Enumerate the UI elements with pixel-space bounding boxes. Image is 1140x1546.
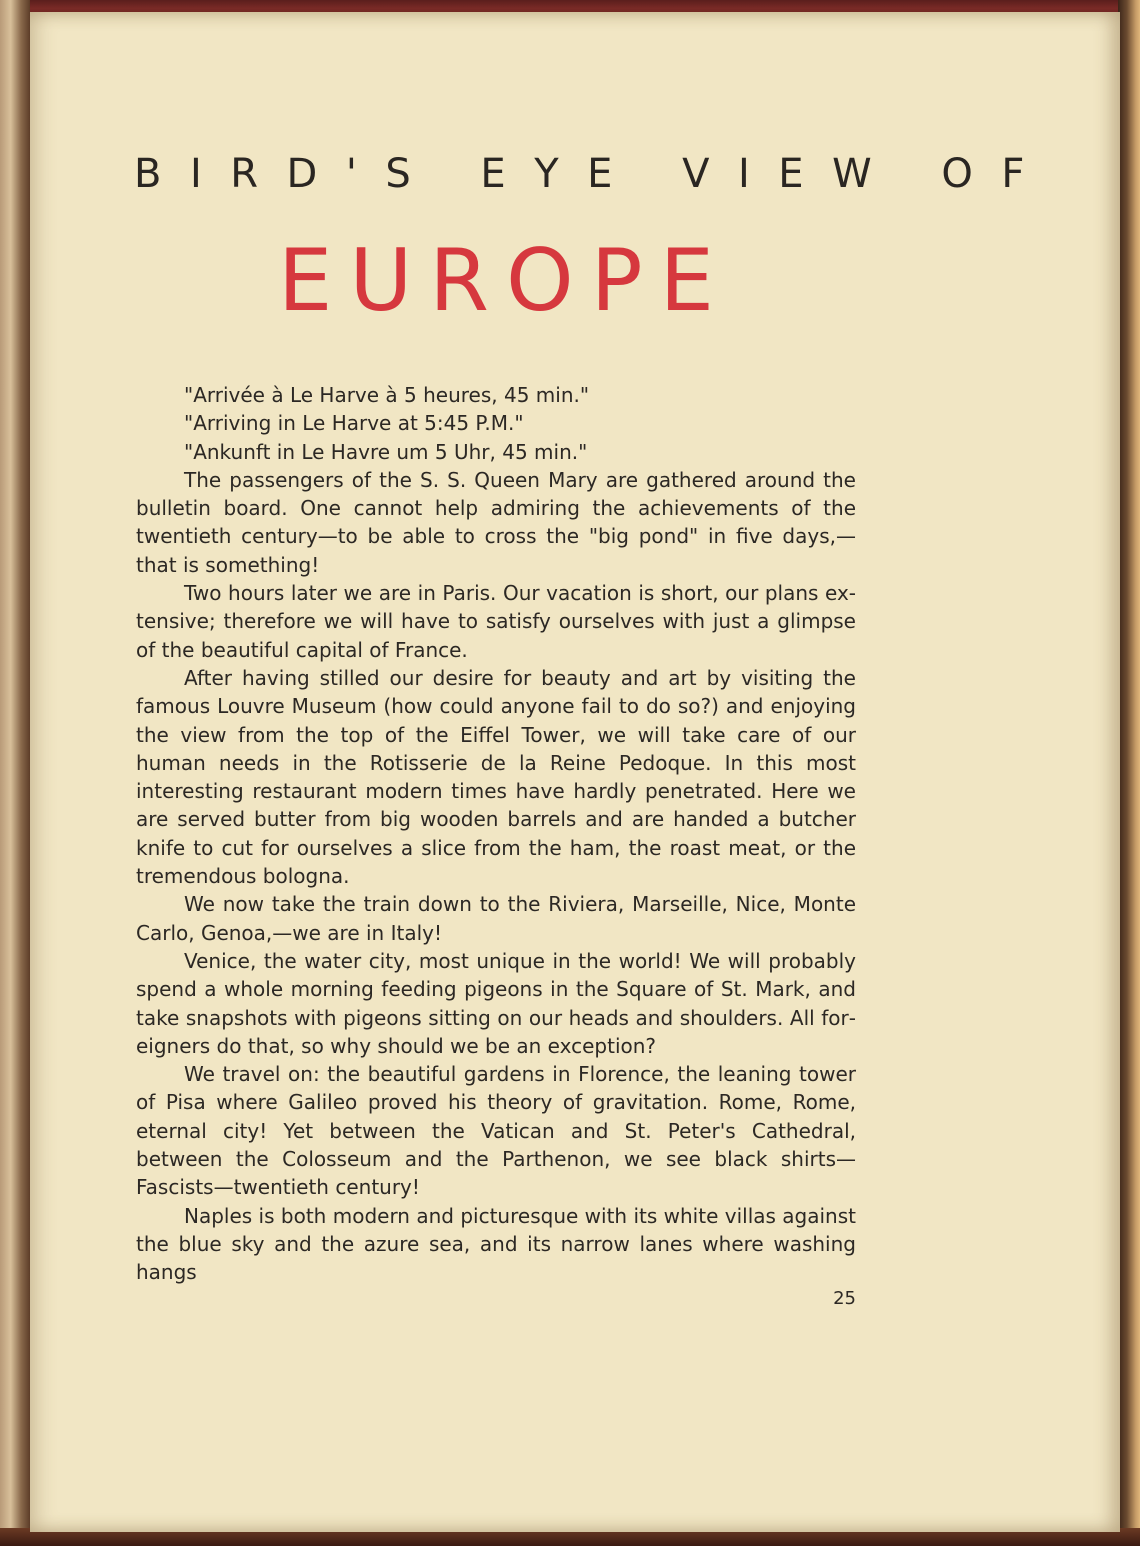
paragraph-louvre: After having stilled our desire for beauty and art by visiting the famous Louvre Museum (how could anyone fail to do so?) and enjoying the view from the top of the Eiffel Tower, we will take care of our human needs in the Rotisserie de la Reine Pedoque. In this most interesting restaurant modern times have hardly penetrated. Here we are served butter from big wooden barrels and are handed a butcher knife to cut for ourselves a slice from the ham, the roast meat, or the tremendous bologna. xyxy=(136,665,856,889)
paragraph-quote-english: "Arriving in Le Harve at 5:45 P.M." xyxy=(184,411,524,436)
heading-top-line: BIRD'S EYE VIEW OF xyxy=(134,151,1053,197)
page-number: 25 xyxy=(833,1288,856,1309)
heading-main: EUROPE xyxy=(278,231,731,331)
paragraph-florence-rome: We travel on: the beautiful gardens in Florence, the leaning tower of Pisa where Galileo proved his theory of gravitation. Rome, Rome, eternal city! Yet between the Vatican and St. Peter's Cathedral, between the Colosseum and the Parthenon, we see black shirts—Fascists—twentieth century! xyxy=(136,1062,856,1200)
body-text xyxy=(136,381,856,1287)
book-spine-edge xyxy=(0,0,30,1546)
book-page-edge xyxy=(1118,0,1140,1546)
paragraph-riviera: We now take the train down to the Riviera, Marseille, Nice, Monte Carlo, Genoa,—we are in Italy! xyxy=(136,892,856,945)
paragraph-paris: Two hours later we are in Paris. Our vacation is short, our plans extensive; therefore we will have to satisfy ourselves with just a glimpse of the beautiful capital of France. xyxy=(136,581,856,662)
paragraph-naples: Naples is both modern and picturesque with its white villas against the blue sky and the azure sea, and its narrow lanes where washing hangs xyxy=(136,1203,856,1285)
paragraph-quote-german: "Ankunft in Le Havre um 5 Uhr, 45 min." xyxy=(184,439,588,464)
book-page xyxy=(30,12,1120,1532)
paragraph-queen-mary: The passengers of the S. S. Queen Mary are gathered around the bulletin board. One cannot help admiring the achievements of the twentieth century—to be able to cross the "big pond" in five days,—that is something! xyxy=(136,467,856,577)
paragraph-venice: Venice, the water city, most unique in the world! We will probably spend a whole morning feeding pigeons in the Square of St. Mark, and take snapshots with pigeons sitting on our heads and shoulders. All foreigners do that, so why should we be an exception? xyxy=(136,948,856,1058)
paragraph-quote-french: "Arrivée à Le Harve à 5 heures, 45 min." xyxy=(184,383,590,407)
